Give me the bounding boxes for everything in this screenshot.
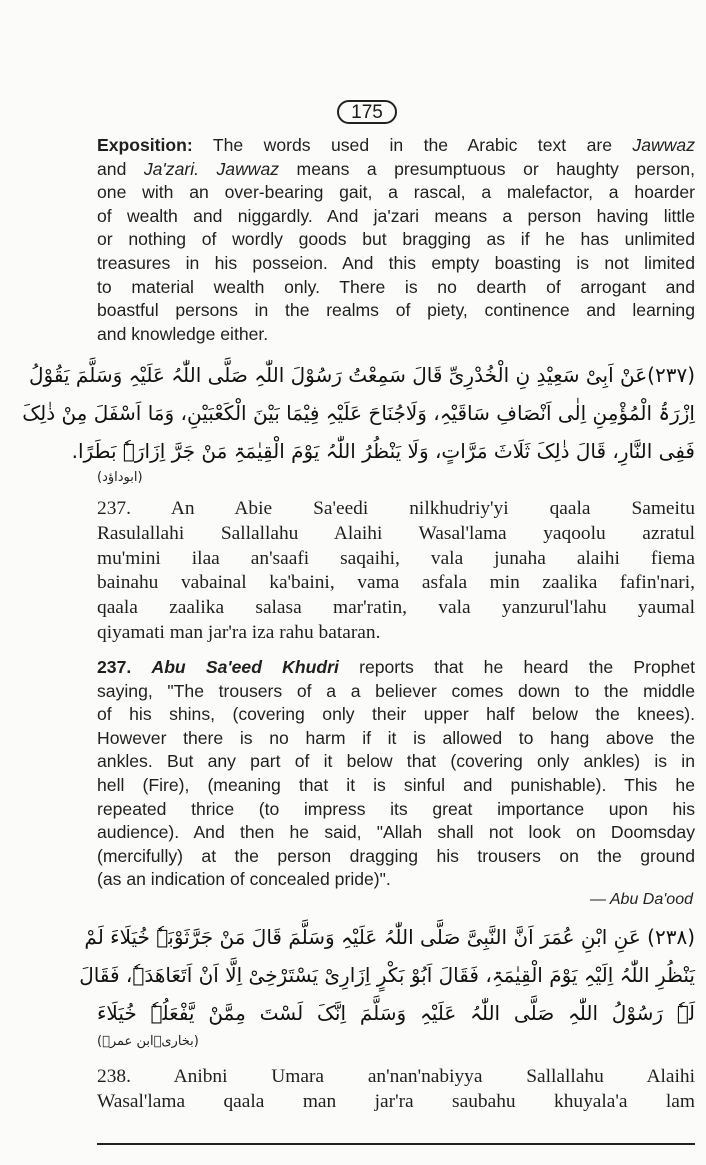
hadith-237-translation <box>97 656 695 892</box>
translation-line: saying, "The trousers of a a believer comes down to the middle <box>97 680 695 701</box>
translation-line: of his shins, (covering only their upper half below the knees). <box>97 704 695 725</box>
exposition-line: and Ja'zari. Jawwaz means a presumptuous or haughty person, <box>97 158 695 179</box>
translation-line: audience). And then he said, "Allah shall not look on Doomsday <box>97 822 695 843</box>
translation-line: ankles. But any part of it below that (covering only ankles) is in <box>97 751 695 772</box>
transliteration-line: mu'mini ilaa an'saafi saqaihi, vala junaha alaihi fiema <box>97 547 695 569</box>
hadith-238-arabic <box>79 918 695 1032</box>
hadith-237-transliteration <box>97 497 695 646</box>
arabic-line: یَنْظُرِ اللّٰہُ اِلَیْہِ یَوْمَ الْقِیٰمَۃِ، فَقَالَ اَبُوْ بَکْرٍ اِزَارِیْ یَسْتَرْخِیْ اِلَّا اَنْ اَتَعَاھَدَہٗ، فَقَالَ <box>79 963 695 987</box>
translation-line: (mercifully) at the person dragging his trousers on the ground <box>97 845 695 866</box>
arabic-line: لَہٗ رَسُوْلُ اللّٰہِ صَلَّی اللّٰہُ عَلَیْہِ وَسَلَّمَ اِنَّکَ لَسْتَ مِمَّنْ یَّفْعَلُہٗ خُیَلَاءَ <box>97 1001 695 1025</box>
transliteration-line: bainahu vabainal ka'baini, vama asfala min zaalika fafin'nari, <box>97 572 695 594</box>
exposition-line: one with an over-bearing gait, a rascal, a malefactor, a hoarder <box>97 182 695 203</box>
exposition-line: Exposition: The words used in the Arabic text are Jawwaz <box>97 135 695 155</box>
transliteration-line: Wasal'lama qaala man jar'ra saubahu khuyala'a lam <box>97 1090 695 1112</box>
exposition-line: boastful persons in the realms of piety, continence and learning <box>97 300 695 321</box>
transliteration-line: qiyamati man jar'ra iza rahu bataran. <box>97 621 381 643</box>
exposition-line: or nothing of wordly goods but bragging as if he has unlimited <box>97 229 695 250</box>
translation-line: However there is no harm if it is allowed to hang above the <box>97 727 695 748</box>
exposition-line: and knowledge either. <box>97 323 269 344</box>
exposition-line: of wealth and niggardly. And ja'zari means a person having little <box>97 205 695 226</box>
transliteration-line: 237. An Abie Sa'eedi nilkhudriy'yi qaala Sameitu <box>97 498 695 519</box>
exposition-label: Exposition: <box>97 135 193 155</box>
exposition-line: to material wealth only. There is no dearth of arrogant and <box>97 276 695 297</box>
hadith-237-source-arabic: (ابوداؤد) <box>97 470 143 485</box>
bottom-rule <box>97 1143 695 1145</box>
exposition-paragraph <box>97 134 695 346</box>
translation-line: hell (Fire), (meaning that it is sinful and punishable). This he <box>97 774 695 795</box>
hadith-238-transliteration <box>97 1065 695 1115</box>
arabic-line: (٢٣٧)عَنْ اَبِیْ سَعِیْدِ نِ الْخُدْرِیِّ قَالَ سَمِعْتُ رَسُوْلَ اللّٰہِ صَلَّی اللّٰہُ عَلَیْہِ وَسَلَّمَ یَقُوْلُ <box>29 363 695 387</box>
page-number: 175 <box>337 100 397 124</box>
translation-line: 237. Abu Sa'eed Khudri reports that he heard the Prophet <box>97 657 695 677</box>
exposition-line: treasures in his posseion. And this empty boasting is not limited <box>97 252 695 273</box>
arabic-line: اِزْرَۃُ الْمُؤْمِنِ اِلٰی اَنْصَافِ سَاقَیْہِ، وَلَاجُنَاحَ عَلَیْہِ فِیْمَا بَیْنَ الْکَعْبَیْنِ، وَمَا اَسْفَلَ مِنْ ذٰلِکَ <box>22 401 695 425</box>
hadith-238-source-arabic: (بخاری۔ابن عمرؓ) <box>97 1034 199 1049</box>
hadith-237-arabic <box>22 356 695 470</box>
arabic-line: (٢٣٨) عَنِ ابْنِ عُمَرَ اَنَّ النَّبِیَّ صَلَّی اللّٰہُ عَلَیْہِ وَسَلَّمَ قَالَ مَنْ جَرَّثَوْبَہٗ خُیَلَاءَ لَمْ <box>84 925 695 949</box>
translation-line: repeated thrice (to impress its great importance upon his <box>97 798 695 819</box>
translation-line: (as an indication of concealed pride)". <box>97 869 391 890</box>
transliteration-line: qaala zaalika salasa mar'ratin, vala yanzurul'lahu yaumal <box>97 597 695 619</box>
arabic-line: فَفِی النَّارِ، قَالَ ذٰلِکَ ثَلَاثَ مَرَّاتٍ، وَلَا یَنْظُرُ اللّٰہُ یَوْمَ الْقِیٰمَۃِ مَنْ جَرَّ اِزَارَہٗ بَطَرًا. <box>71 439 695 463</box>
transliteration-line: 238. Anibni Umara an'nan'nabiyya Sallallahu Alaihi <box>97 1066 695 1087</box>
hadith-237-source-english: — Abu Da'ood <box>590 891 693 908</box>
narrator-name: Abu Sa'eed Khudri <box>151 657 339 677</box>
transliteration-line: Rasulallahi Sallallahu Alaihi Wasal'lama yaqoolu azratul <box>97 522 695 544</box>
